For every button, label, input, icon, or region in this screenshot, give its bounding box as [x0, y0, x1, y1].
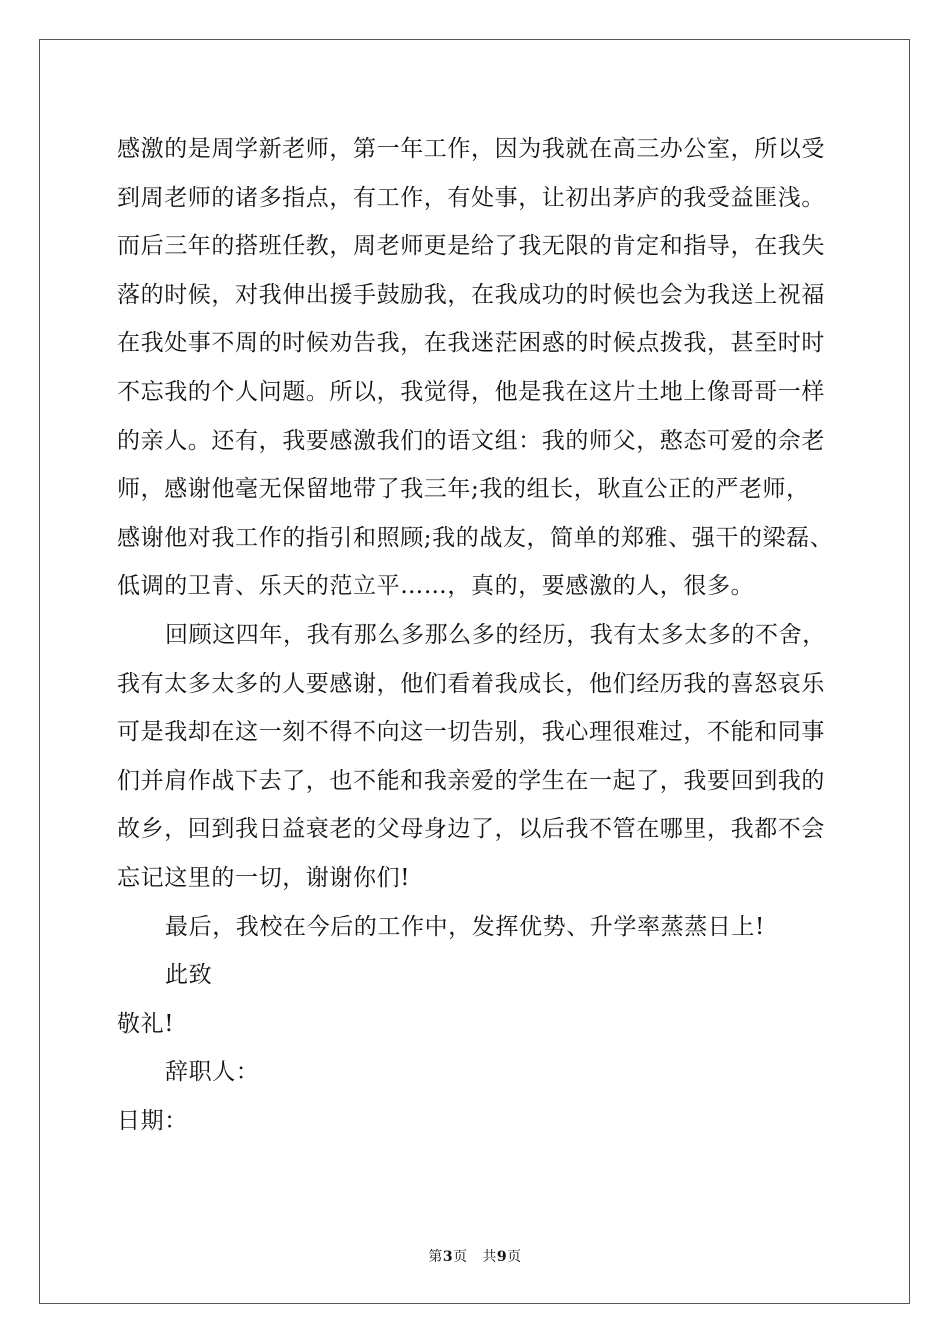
paragraph-line: 故乡，回到我日益衰老的父母身边了，以后我不管在哪里，我都不会 [117, 816, 825, 843]
paragraph-line: 到周老师的诸多指点，有工作，有处事，让初出茅庐的我受益匪浅。 [117, 184, 825, 211]
paragraph-line: 落的时候，对我伸出援手鼓励我，在我成功的时候也会为我送上祝福 [117, 281, 825, 308]
paragraph-line: 可是我却在这一刻不得不向这一切告别，我心理很难过，不能和同事 [117, 719, 825, 746]
signature-label: 辞职人： [165, 1059, 260, 1086]
paragraph-line: 感激的是周学新老师，第一年工作，因为我就在高三办公室，所以受 [117, 136, 825, 162]
paragraph-line: 感谢他对我工作的指引和照顾;我的战友，简单的郑雅、强干的梁磊、 [117, 524, 834, 551]
footer-total-pages: 9 [496, 1249, 508, 1265]
date-label: 日期： [117, 1107, 188, 1134]
footer-prefix: 第 [428, 1249, 443, 1265]
paragraph-line: 回顾这四年，我有那么多那么多的经历，我有太多太多的不舍， [165, 621, 826, 648]
paragraph-line: 而后三年的搭班任教，周老师更是给了我无限的肯定和指导，在我失 [117, 233, 825, 260]
paragraph-line: 低调的卫青、乐天的范立平……，真的，要感激的人，很多。 [117, 573, 755, 600]
closing-regards: 敬礼! [117, 1010, 175, 1037]
paragraph-line: 的亲人。还有，我要感激我们的语文组：我的师父，憨态可爱的佘老 [117, 427, 825, 454]
footer-page-unit: 页 [453, 1249, 468, 1265]
paragraph-line: 最后，我校在今后的工作中，发挥优势、升学率蒸蒸日上! [165, 913, 765, 940]
footer-page-number: 3 [442, 1249, 454, 1265]
paragraph-line: 师，感谢他毫无保留地带了我三年;我的组长，耿直公正的严老师， [117, 476, 810, 503]
footer-total-prefix: 共 [482, 1249, 497, 1265]
paragraph-line: 忘记这里的一切，谢谢你们! [117, 864, 411, 891]
paragraph-line: 们并肩作战下去了，也不能和我亲爱的学生在一起了，我要回到我的 [117, 767, 825, 794]
paragraph-line: 在我处事不周的时候劝告我，在我迷茫困惑的时候点拨我，甚至时时 [117, 330, 825, 357]
letter-body [117, 125, 857, 1145]
closing-salutation: 此致 [165, 962, 213, 989]
page-footer [0, 1246, 950, 1266]
footer-total-unit: 页 [507, 1249, 522, 1265]
paragraph-line: 我有太多太多的人要感谢，他们看着我成长，他们经历我的喜怒哀乐 [117, 670, 825, 697]
paragraph-line: 不忘我的个人问题。所以，我觉得，他是我在这片土地上像哥哥一样 [117, 378, 825, 405]
